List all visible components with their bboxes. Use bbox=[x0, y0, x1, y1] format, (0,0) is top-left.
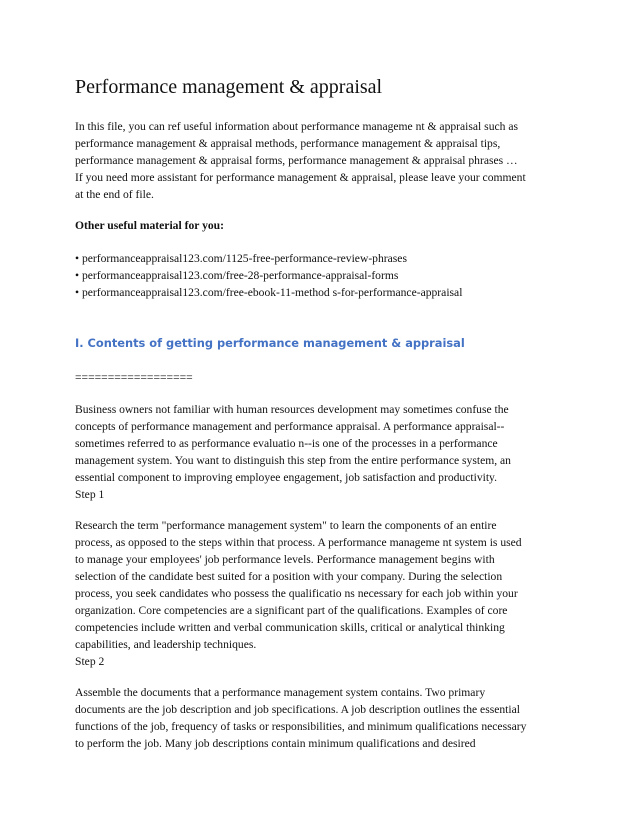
paragraph-line: Business owners not familiar with human resources development may sometimes confuse the bbox=[75, 403, 509, 416]
paragraph-line: process, as opposed to the steps within that process. A performance manageme nt system is used bbox=[75, 536, 522, 549]
useful-links-list bbox=[75, 250, 565, 301]
intro-line: performance management & appraisal methods, performance management & appraisal tips, bbox=[75, 137, 501, 150]
paragraph-line: to manage your employees' job performance levels. Performance management begins with bbox=[75, 553, 495, 566]
useful-link[interactable]: • performanceappraisal123.com/1125-free-performance-review-phrases bbox=[75, 252, 407, 265]
step-label: Step 1 bbox=[75, 488, 105, 501]
intro-line: In this file, you can ref useful information about performance manageme nt & appraisal such as bbox=[75, 120, 518, 133]
document-title: Performance management & appraisal bbox=[75, 76, 383, 98]
paragraph-line: concepts of performance management and performance appraisal. A performance appraisal-- bbox=[75, 420, 505, 433]
paragraph-line: functions of the job, frequency of tasks or responsibilities, and minimum qualifications necessary bbox=[75, 720, 527, 733]
useful-material-heading: Other useful material for you: bbox=[75, 219, 224, 232]
section-heading: I. Contents of getting performance management & appraisal bbox=[75, 336, 465, 350]
paragraph-3 bbox=[75, 684, 565, 752]
paragraph-line: process, you seek candidates who possess the qualificatio ns necessary for each job within your bbox=[75, 587, 518, 600]
intro-paragraph bbox=[75, 118, 565, 203]
paragraph-line: organization. Core competencies are a significant part of the qualifications. Examples of core bbox=[75, 604, 508, 617]
paragraph-line: Research the term "performance management system" to learn the components of an entire bbox=[75, 519, 497, 532]
paragraph-line: selection of the candidate best suited for a position with your company. During the selection bbox=[75, 570, 503, 583]
paragraph-line: documents are the job description and job specifications. A job description outlines the essential bbox=[75, 703, 520, 716]
paragraph-1 bbox=[75, 401, 565, 503]
paragraph-line: Assemble the documents that a performance management system contains. Two primary bbox=[75, 686, 486, 699]
intro-line: If you need more assistant for performance management & appraisal, please leave your comment bbox=[75, 171, 526, 184]
step-label: Step 2 bbox=[75, 655, 105, 668]
paragraph-line: management system. You want to distinguish this step from the entire performance system, an bbox=[75, 454, 511, 467]
paragraph-line: sometimes referred to as performance evaluatio n--is one of the processes in a performance bbox=[75, 437, 498, 450]
paragraph-line: competencies include written and verbal communication skills, critical or analytical thinking bbox=[75, 621, 505, 634]
useful-link[interactable]: • performanceappraisal123.com/free-ebook-11-method s-for-performance-appraisal bbox=[75, 286, 463, 299]
paragraph-line: essential component to improving employee engagement, job satisfaction and productivity. bbox=[75, 471, 497, 484]
useful-link[interactable]: • performanceappraisal123.com/free-28-performance-appraisal-forms bbox=[75, 269, 399, 282]
separator-line: ================== bbox=[75, 371, 193, 384]
intro-line: at the end of file. bbox=[75, 188, 154, 201]
paragraph-2 bbox=[75, 517, 565, 670]
paragraph-line: capabilities, and leadership techniques. bbox=[75, 638, 257, 651]
paragraph-line: to perform the job. Many job descriptions contain minimum qualifications and desired bbox=[75, 737, 476, 750]
intro-line: performance management & appraisal forms, performance management & appraisal phrases … bbox=[75, 154, 518, 167]
